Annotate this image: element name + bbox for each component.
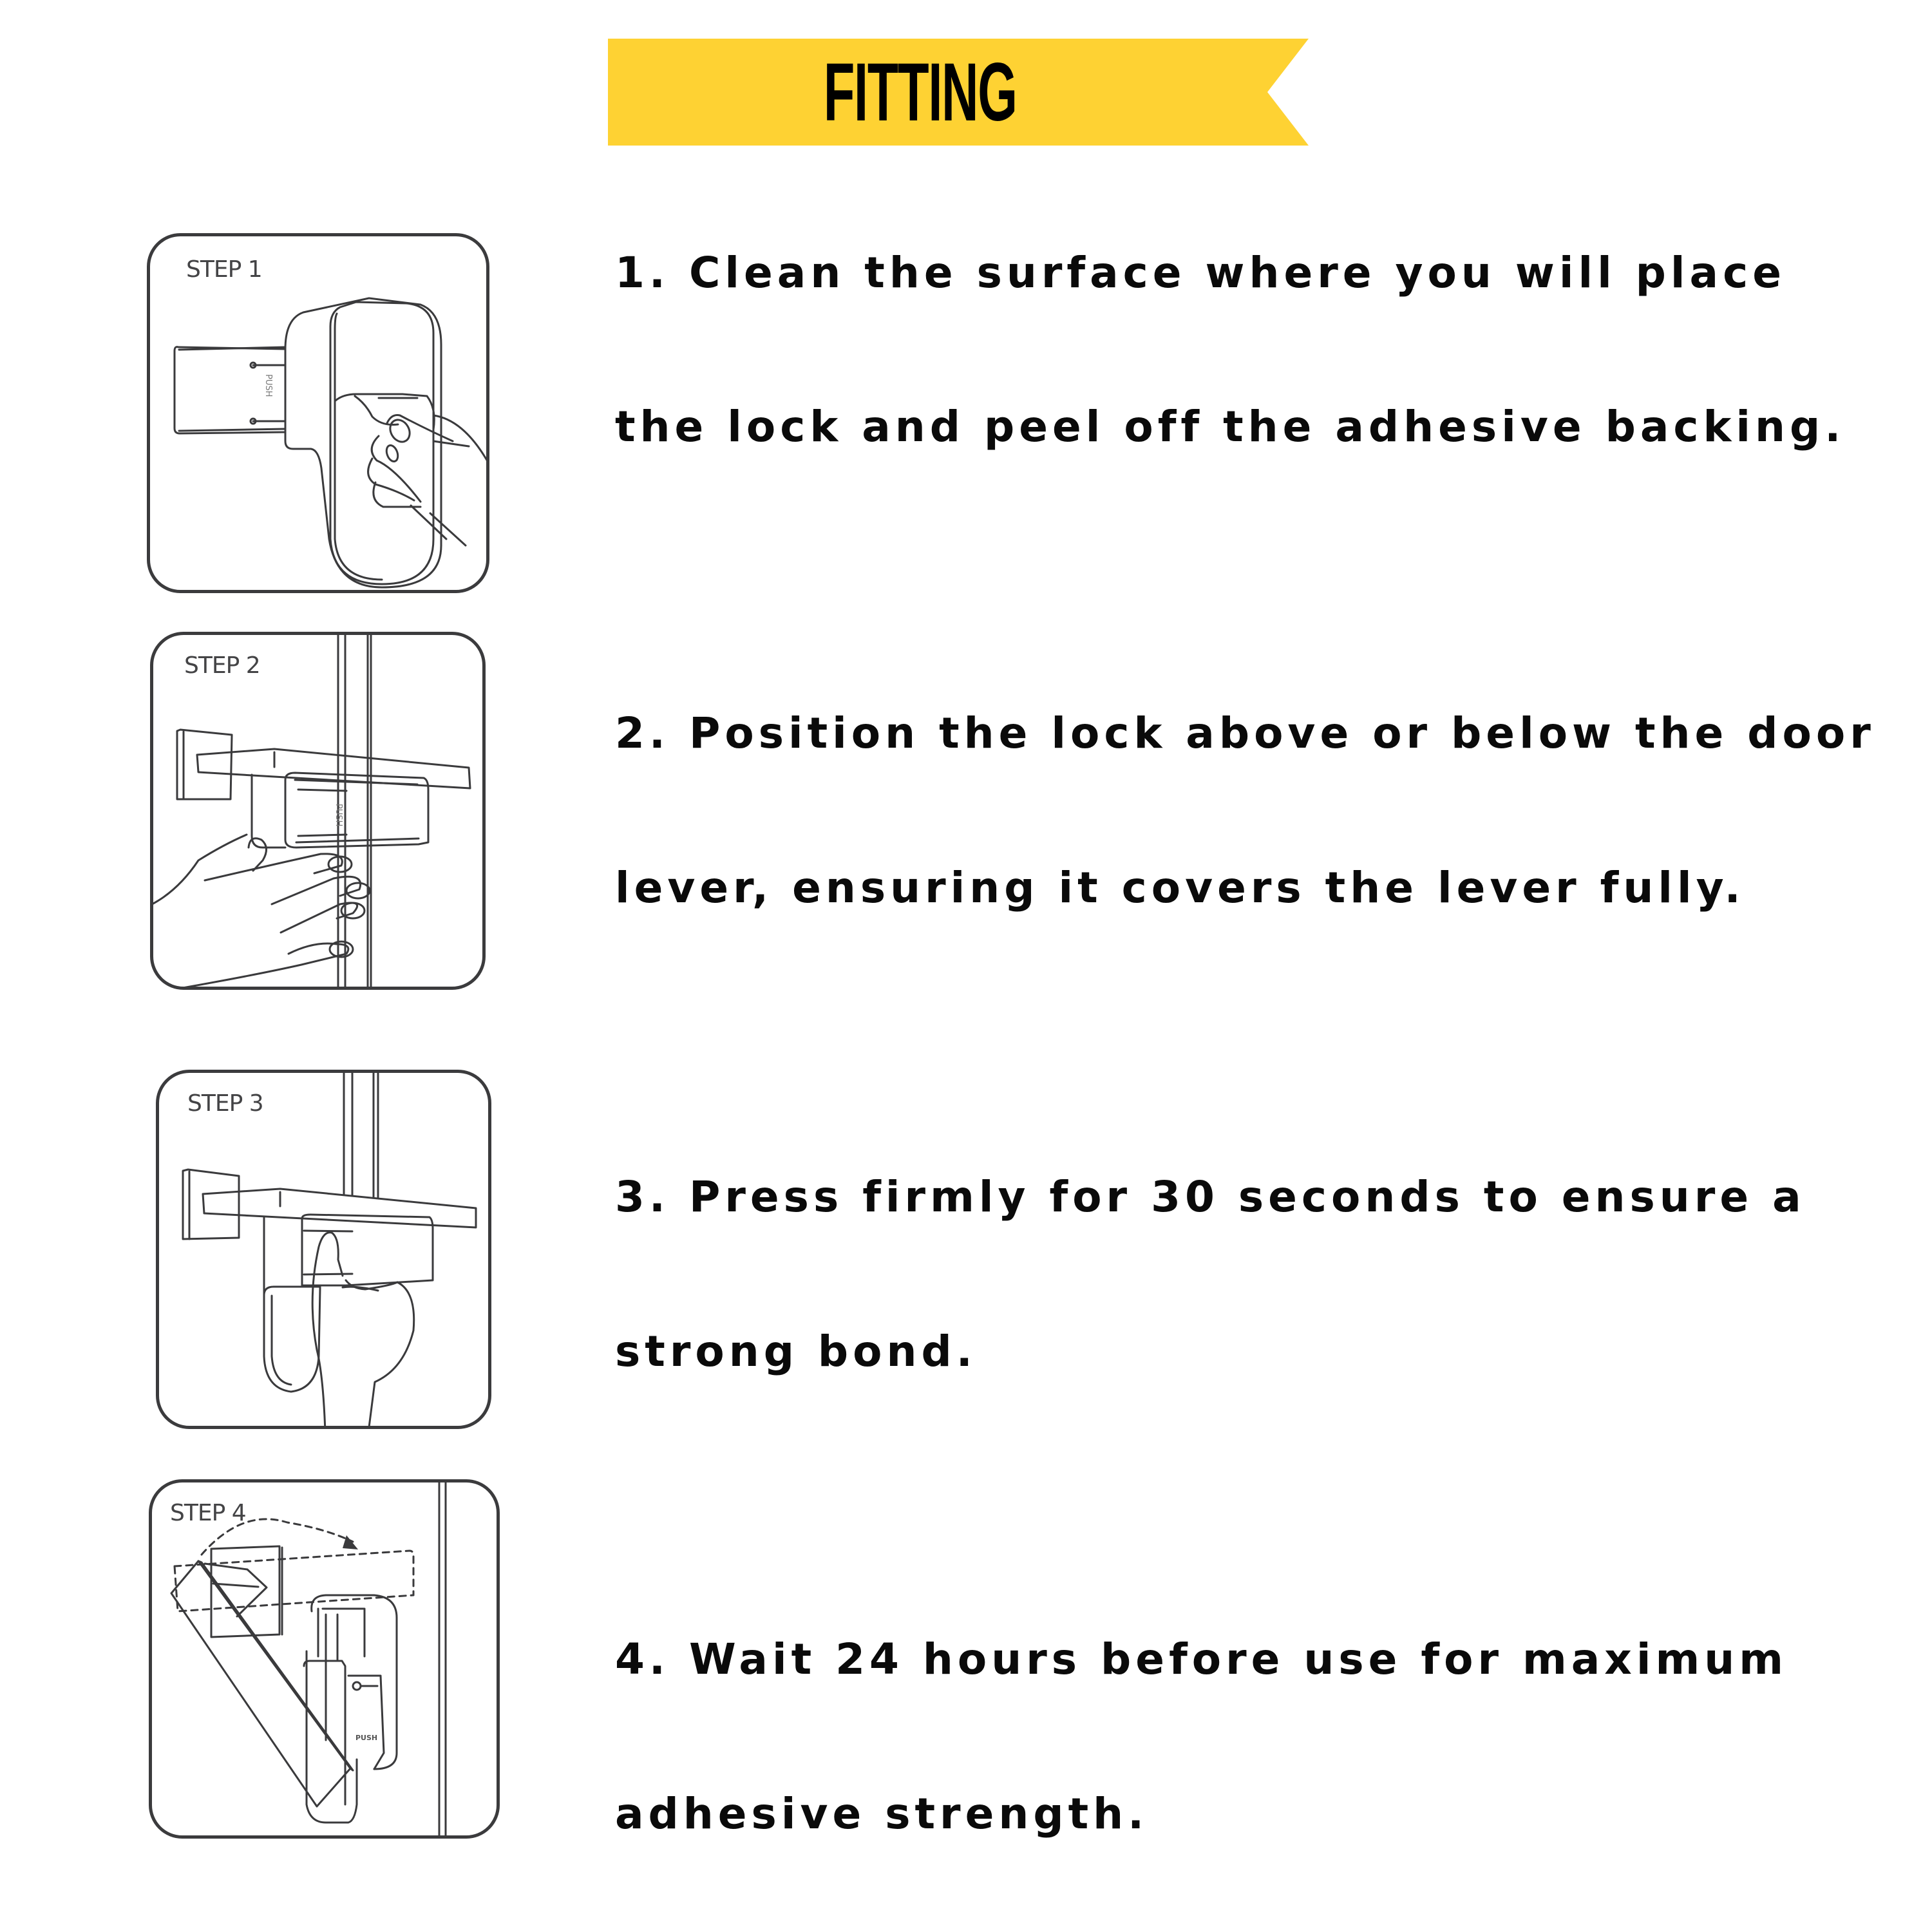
step-4-text-line-2: adhesive strength. [615, 1789, 1149, 1839]
svg-text:PUSH: PUSH [263, 374, 273, 397]
step-3-label: STEP 3 [187, 1090, 263, 1117]
page-title: FITTING [823, 46, 1017, 138]
step-3-card [156, 1070, 491, 1429]
step-4-label: STEP 4 [170, 1500, 246, 1526]
fitting-banner [608, 39, 1309, 146]
step-1-card [147, 233, 489, 593]
step-1-text-line-2: the lock and peel off the adhesive backing. [615, 402, 1846, 451]
position-lock-illustration-icon [153, 635, 486, 990]
step-4-text-line-1: 4. Wait 24 hours before use for maximum [615, 1634, 1788, 1684]
step-2-card [150, 632, 486, 990]
lever-rotation-illustration-icon [152, 1482, 500, 1839]
step-3-text-line-1: 3. Press firmly for 30 seconds to ensure a [615, 1172, 1806, 1222]
step-2-text-line-2: lever, ensuring it covers the lever fully. [615, 863, 1745, 913]
press-lock-illustration-icon [159, 1073, 491, 1429]
step-1-text-line-1: 1. Clean the surface where you will place [615, 248, 1786, 298]
step-3-text-line-2: strong bond. [615, 1327, 977, 1376]
step-2-label: STEP 2 [184, 652, 260, 679]
step-4-card [149, 1479, 500, 1839]
svg-text:PUSH: PUSH [334, 804, 343, 827]
peel-adhesive-illustration-icon [150, 236, 489, 593]
step-1-label: STEP 1 [186, 256, 262, 283]
svg-text:PUSH: PUSH [355, 1734, 378, 1742]
step-2-text-line-1: 2. Position the lock above or below the door [615, 708, 1875, 758]
